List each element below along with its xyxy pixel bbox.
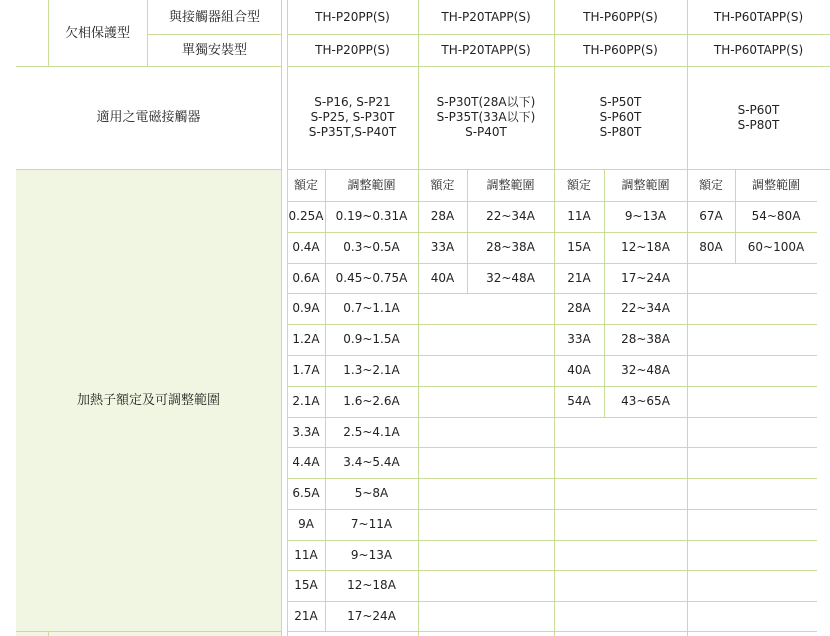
range-value: 0.7~1.1A: [343, 301, 400, 315]
relay-model-cell: TH-P20PP(S): [315, 9, 390, 24]
range-value: 28~38A: [486, 240, 535, 254]
range-value: 28~38A: [621, 332, 670, 346]
rated-value: 1.7A: [292, 363, 320, 377]
grid-line: [687, 324, 817, 325]
range-value: 0.3~0.5A: [343, 240, 400, 254]
grid-line: [687, 447, 817, 448]
grid-line: [418, 631, 554, 632]
rated-header: 額定: [293, 178, 318, 192]
relay-model-cell: TH-P60PP(S): [583, 9, 658, 24]
rated-value: 11A: [294, 547, 318, 562]
range-value: 9~13A: [350, 547, 393, 562]
range-value: 17~24A: [621, 270, 670, 285]
range-value: 0.9~1.5A: [343, 332, 400, 346]
range-value: 32~48A: [621, 363, 670, 377]
grid-line: [687, 417, 817, 418]
contactor-model-line: S-P30T(28A以下): [436, 95, 536, 109]
with-contactor-label: 與接觸器組合型: [168, 9, 260, 25]
rated-value: 9A: [298, 517, 314, 531]
rated-value: 15A: [567, 240, 591, 254]
grid-line: [418, 478, 554, 479]
rated-value: 40A: [567, 363, 591, 377]
rated-value: 54A: [567, 394, 591, 408]
grid-line: [418, 355, 554, 356]
standalone-label: 單獨安裝型: [181, 42, 247, 58]
rated-value: 0.4A: [292, 240, 320, 254]
grid-line: [554, 417, 687, 418]
rated-value: 28A: [567, 301, 591, 315]
rated-header: 額定: [698, 178, 723, 192]
range-value: 2.5~4.1A: [343, 424, 400, 439]
contactor-model-line: S-P40T: [465, 125, 507, 139]
grid-line: [687, 386, 817, 387]
range-value: 1.6~2.6A: [343, 394, 400, 408]
grid-line: [418, 570, 554, 571]
contactor-model-line: S-P25, S-P30T: [310, 110, 395, 124]
rated-value: 67A: [699, 209, 723, 223]
contactor-model-line: S-P16, S-P21: [314, 95, 391, 109]
grid-line: [554, 447, 687, 448]
range-value: 0.45~0.75A: [335, 270, 408, 285]
grid-line: [687, 263, 817, 264]
grid-line: [418, 447, 554, 448]
contactor-model-line: S-P80T: [737, 117, 780, 132]
range-value: 17~24A: [347, 608, 396, 623]
range-value: 3.4~5.4A: [343, 455, 400, 469]
rated-value: 2.1A: [292, 394, 320, 408]
grid-line: [554, 570, 687, 571]
contactor-model-line: S-P50T: [599, 95, 642, 109]
range-header: 調整範圍: [347, 178, 396, 192]
rated-header: 額定: [430, 178, 455, 192]
contactor-models-cell: [554, 66, 687, 169]
grid-line: [418, 601, 554, 602]
contactor-model-line: S-P60T: [737, 102, 780, 117]
grid-line: [687, 570, 817, 571]
grid-line: [687, 631, 817, 632]
rated-value: 28A: [430, 209, 455, 223]
rated-value: 3.3A: [292, 424, 320, 439]
range-value: 22~34A: [486, 209, 535, 223]
range-value: 9~13A: [624, 209, 667, 223]
range-value: 1.3~2.1A: [343, 363, 400, 377]
range-header: 調整範圍: [621, 178, 670, 192]
relay-model-cell: TH-P20PP(S): [315, 42, 390, 57]
grid-line: [418, 386, 554, 387]
contactor-model-line: S-P60T: [599, 110, 642, 124]
grid-line: [554, 478, 687, 479]
rated-header: 額定: [566, 178, 591, 192]
grid-line: [418, 417, 554, 418]
rated-value: 0.25A: [288, 209, 324, 223]
range-value: 0.19~0.31A: [335, 209, 408, 223]
range-value: 32~48A: [486, 270, 535, 285]
relay-model-cell: TH-P60TAPP(S): [713, 42, 804, 57]
contactor-models-cell: [287, 66, 418, 169]
grid-line: [687, 355, 817, 356]
rated-value: 11A: [567, 209, 591, 223]
grid-line: [418, 293, 554, 294]
range-value: 12~18A: [621, 240, 670, 254]
contactor-models-cell: [418, 66, 554, 169]
grid-line: [687, 478, 817, 479]
range-value: 5~8A: [354, 486, 389, 500]
grid-line: [554, 601, 687, 602]
range-value: 22~34A: [621, 301, 670, 315]
grid-line: [687, 293, 817, 294]
grid-line: [418, 324, 554, 325]
phase-protection-label: 欠相保護型: [64, 25, 130, 41]
relay-model-cell: TH-P20TAPP(S): [441, 9, 531, 24]
contactor-model-line: S-P35T(33A以下): [436, 110, 536, 124]
rated-value: 33A: [430, 240, 455, 254]
range-value: 12~18A: [347, 578, 396, 592]
grid-line: [687, 601, 817, 602]
rated-value: 0.9A: [292, 301, 320, 315]
rated-value: 80A: [699, 240, 723, 254]
grid-line: [16, 631, 282, 632]
range-value: 7~11A: [350, 517, 393, 531]
rated-value: 0.6A: [292, 270, 320, 285]
rated-value: 40A: [430, 270, 455, 285]
contactor-models-cell: [687, 66, 830, 169]
relay-model-cell: TH-P20TAPP(S): [441, 42, 531, 57]
range-header: 調整範圍: [751, 178, 800, 192]
contactor-model-line: S-P35T,S-P40T: [308, 125, 397, 139]
rated-value: 15A: [294, 578, 318, 592]
contactor-model-line: S-P80T: [599, 125, 642, 139]
range-header: 調整範圍: [486, 178, 535, 192]
range-value: 60~100A: [747, 240, 805, 254]
relay-model-cell: TH-P60PP(S): [583, 42, 658, 57]
grid-line: [418, 540, 554, 541]
rated-value: 21A: [294, 608, 318, 623]
grid-line: [554, 509, 687, 510]
grid-line: [418, 509, 554, 510]
grid-line: [554, 631, 687, 632]
range-value: 54~80A: [751, 209, 801, 223]
grid-line: [687, 509, 817, 510]
rated-value: 1.2A: [292, 332, 320, 346]
rated-value: 21A: [567, 270, 591, 285]
rated-value: 33A: [567, 332, 591, 346]
grid-line: [287, 631, 418, 632]
grid-line: [554, 540, 687, 541]
heater-label: 加熱子額定及可調整範圍: [76, 393, 220, 408]
range-value: 43~65A: [621, 394, 670, 408]
rated-value: 6.5A: [292, 486, 320, 500]
rated-value: 4.4A: [292, 455, 320, 469]
contactor-label: 適用之電磁接觸器: [96, 110, 201, 125]
grid-line: [281, 0, 282, 636]
relay-model-cell: TH-P60TAPP(S): [713, 9, 804, 24]
grid-line: [687, 540, 817, 541]
